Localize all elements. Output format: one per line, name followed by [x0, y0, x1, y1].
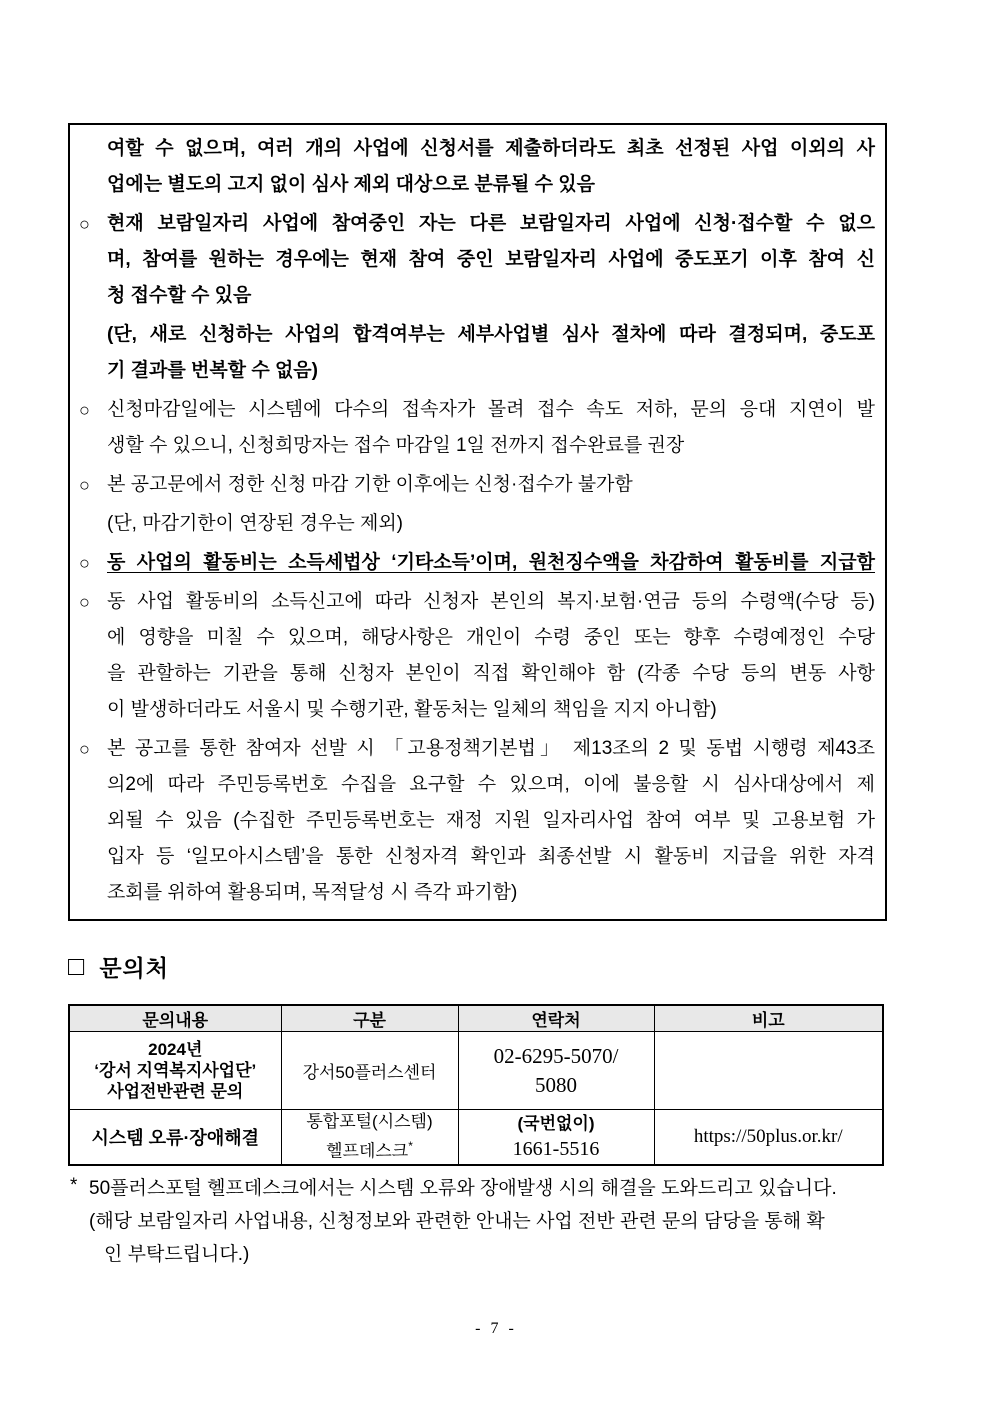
- table-footnote: [68, 1172, 923, 1271]
- table-row: [69, 1110, 883, 1165]
- contact-table: [68, 1004, 884, 1166]
- notice-paragraph: [78, 731, 875, 911]
- text-line: 여할 수 없으며, 여러 개의 사업에 신청서를 제출하더라도 최초 선정된 사업 이외의 사: [107, 138, 875, 159]
- contact-section-heading: [68, 950, 169, 983]
- text-line: 외될 수 있음 (수집한 주민등록번호는 재정 지원 일자리사업 참여 여부 및 고용보험 가: [107, 810, 875, 831]
- text-line: 며, 참여를 원하는 경우에는 현재 참여 중인 보람일자리 사업에 중도포기 이후 참여 신: [107, 249, 875, 270]
- circle-bullet-icon: ○: [79, 592, 90, 612]
- division-cell: 강서50플러스센터: [281, 1032, 458, 1110]
- text-line: 본 공고문에서 정한 신청 마감 기한 이후에는 신청·접수가 불가함: [107, 474, 633, 495]
- column-header-contact: 연락처: [458, 1005, 654, 1032]
- section-title: 문의처: [99, 955, 169, 981]
- text-line: 신청마감일에는 시스템에 다수의 접속자가 몰려 접수 속도 저하, 문의 응대 지연이 발: [107, 399, 875, 420]
- text-line: (단, 마감기한이 연장된 경우는 제외): [107, 513, 404, 534]
- table-header-row: [69, 1005, 883, 1032]
- square-bullet-icon: □: [68, 951, 85, 981]
- text-line: 02-6295-5070/: [493, 1043, 619, 1068]
- text-line: 을 관할하는 기관을 통해 신청자 본인이 직접 확인해야 함 (각종 수당 등의 변동 사항: [107, 663, 875, 684]
- text-line: 에 영향을 미칠 수 있으며, 해당사항은 개인이 수령 중인 또는 향후 수령예정인 수당: [107, 627, 875, 648]
- note-cell: https://50plus.or.kr/: [654, 1110, 883, 1165]
- text-line: 1661-5516: [512, 1137, 600, 1160]
- notice-paragraph-emphasized: [78, 545, 875, 581]
- inquiry-cell: 시스템 오류·장애해결: [69, 1110, 281, 1165]
- text-line: 본 공고를 통한 참여자 선발 시 「고용정책기본법」 제13조의 2 및 동법 시행령 제43조: [107, 738, 875, 759]
- text-line: 5080: [535, 1072, 577, 1097]
- text-line: 동 사업 활동비의 소득신고에 따라 신청자 본인의 복지·보험·연금 등의 수령액(수당 등): [107, 591, 875, 612]
- text-line: 2024년: [148, 1040, 203, 1059]
- text-line: 이 발생하더라도 서울시 및 수행기관, 활동처는 일체의 책임을 지지 아니함): [107, 699, 717, 720]
- text-line: 사업전반관련 문의: [107, 1082, 244, 1101]
- text-line: 기 결과를 번복할 수 없음): [107, 360, 318, 381]
- page-number: - 7 -: [475, 1320, 517, 1337]
- text-line: ‘강서 지역복지사업단’: [94, 1061, 257, 1080]
- text-line: 인 부탁드립니다.): [104, 1244, 250, 1265]
- text-line: 입자 등 ‘일모아시스템’을 통한 신청자격 확인과 최종선발 시 활동비 지급을 위한 자격: [107, 846, 875, 867]
- notice-subparagraph: [78, 317, 875, 389]
- text-line: (해당 보람일자리 사업내용, 신청정보와 관련한 안내는 사업 전반 관련 문의 담당을 통해 확: [89, 1211, 825, 1232]
- text-line: 의2에 따라 주민등록번호 수집을 요구할 수 있으며, 이에 불응할 시 심사대상에서 제: [107, 774, 875, 795]
- notice-box: [68, 123, 887, 921]
- notice-paragraph: [78, 131, 875, 203]
- text-line: (단, 새로 신청하는 사업의 합격여부는 세부사업별 심사 절차에 따라 결정되며, 중도포: [107, 324, 875, 345]
- column-header-note: 비고: [654, 1005, 883, 1032]
- notice-paragraph: [78, 584, 875, 728]
- circle-bullet-icon: ○: [79, 400, 90, 420]
- phone-cell: [458, 1032, 654, 1110]
- text-line: 50플러스포털 헬프데스크에서는 시스템 오류와 장애발생 시의 해결을 도와드리고 있습니다.: [89, 1178, 837, 1199]
- asterisk-marker: *: [70, 1175, 78, 1196]
- notice-paragraph: [78, 392, 875, 464]
- phone-cell: [458, 1110, 654, 1165]
- text-line-underlined: 동 사업의 활동비는 소득세법상 ‘기타소득’이며, 원천징수액을 차감하여 활동비를 지급함: [107, 552, 875, 573]
- text-line: (국번없이): [517, 1113, 595, 1133]
- circle-bullet-icon: ○: [79, 214, 90, 234]
- division-cell: [281, 1110, 458, 1165]
- circle-bullet-icon: ○: [79, 475, 90, 495]
- footnote-reference-asterisk: *: [408, 1139, 413, 1153]
- circle-bullet-icon: ○: [79, 553, 90, 573]
- inquiry-cell: [69, 1032, 281, 1110]
- text-line: 헬프데스크*: [326, 1139, 413, 1161]
- text-line: 청 접수할 수 있음: [107, 285, 252, 306]
- text-line: 통합포털(시스템): [306, 1112, 433, 1131]
- circle-bullet-icon: ○: [79, 739, 90, 759]
- text-line: 조회를 위하여 활용되며, 목적달성 시 즉각 파기함): [107, 882, 518, 903]
- text-line: 현재 보람일자리 사업에 참여중인 자는 다른 보람일자리 사업에 신청·접수할 수 없으: [107, 213, 875, 234]
- column-header-division: 구분: [281, 1005, 458, 1032]
- table-row: [69, 1032, 883, 1110]
- text-line: 생할 수 있으니, 신청희망자는 접수 마감일 1일 전까지 접수완료를 권장: [107, 435, 685, 456]
- text-line: 업에는 별도의 고지 없이 심사 제외 대상으로 분류될 수 있음: [107, 174, 596, 195]
- notice-paragraph: [78, 206, 875, 314]
- notice-subparagraph: [78, 506, 875, 542]
- column-header-inquiry: 문의내용: [69, 1005, 281, 1032]
- note-cell: [654, 1032, 883, 1110]
- notice-paragraph: [78, 467, 875, 503]
